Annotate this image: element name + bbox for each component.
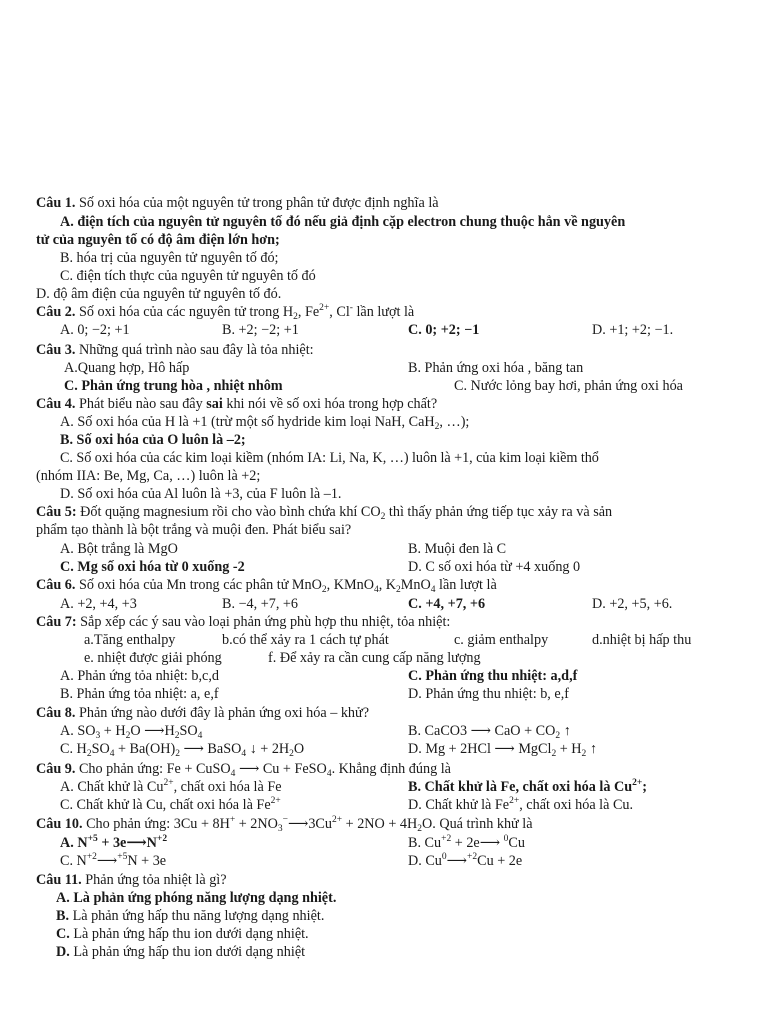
- q7-item-a: a.Tăng enthalpy: [84, 632, 176, 648]
- q2-option-b: B. +2; −2; +1: [222, 322, 299, 338]
- q6-option-a: A. +2, +4, +3: [60, 596, 137, 612]
- q1-option-a: A. điện tích của nguyên tử nguyên tố đó nếu giả định cặp electron chung thuộc hẳn về nguyên: [60, 214, 626, 230]
- question-11: Câu 11. Phản ứng tỏa nhiệt là gì?: [36, 872, 227, 888]
- question-6: Câu 6. Số oxi hóa của Mn trong các phân tử MnO$_2$, KMnO$_4$, $K_2MnO_4$ lần lượt là: [36, 577, 497, 595]
- q7-item-e: e. nhiệt được giải phóng: [84, 650, 222, 666]
- q1-option-c: C. điện tích thực của nguyên tử nguyên tố đó: [60, 268, 316, 284]
- q6-option-c: C. +4, +7, +6: [408, 596, 486, 612]
- q4-option-a: A. Số oxi hóa của H là +1 (trừ một số hydride kim loại NaH, CaH$_2$, …);: [60, 414, 470, 432]
- q9-option-c: C. Chất khử là Cu, chất oxi hóa là $Fe^{2+}$: [60, 796, 281, 813]
- q10-option-a: A. $N^{+5}$ + $3e⟶N^{+2}$: [60, 834, 168, 851]
- q5-option-b: B. Muội đen là C: [408, 541, 507, 557]
- q8-option-b: B. CaCO3 ⟶ CaO + $CO_2$ ↑: [408, 723, 571, 741]
- q7-item-f: f. Để xảy ra cần cung cấp năng lượng: [268, 650, 481, 666]
- q10-option-c: C. $N^{+2}⟶^{+5}N + 3e$: [60, 852, 167, 869]
- question-4: Câu 4. Phát biểu nào sau đây sai khi nói về số oxi hóa trong hợp chất?: [36, 396, 438, 412]
- q1-option-d: D. độ âm điện của nguyên tử nguyên tố đó.: [36, 286, 282, 302]
- q5-option-c: C. Mg số oxi hóa từ 0 xuống -2: [60, 559, 245, 575]
- q8-option-a: A. $SO_3 + H_2O$ $⟶H_2SO_4$: [60, 723, 203, 741]
- q4-option-d: D. Số oxi hóa của Al luôn là +3, của F luôn là –1.: [60, 486, 342, 502]
- q7-option-b: B. Phản ứng tỏa nhiệt: a, e,f: [60, 686, 219, 702]
- question-8: Câu 8. Phản ứng nào dưới đây là phản ứng oxi hóa – khử?: [36, 705, 370, 721]
- q1-option-b: B. hóa trị của nguyên tử nguyên tố đó;: [60, 250, 279, 266]
- q4-option-c-cont: (nhóm IIA: Be, Mg, Ca, …) luôn là +2;: [36, 468, 261, 484]
- q1-option-a-cont: tử của nguyên tố có độ âm điện lớn hơn;: [36, 232, 280, 248]
- q7-option-a: A. Phản ứng tỏa nhiệt: b,c,d: [60, 668, 219, 684]
- question-2: Câu 2. Số oxi hóa của các nguyên tử trong $H_2$, $Fe^{2+}$, Cl- lần lượt là: [36, 303, 415, 322]
- q4-option-b: B. Số oxi hóa của O luôn là –2;: [60, 432, 246, 448]
- question-7: Câu 7: Sắp xếp các ý sau vào loại phản ứng phù hợp thu nhiệt, tỏa nhiệt:: [36, 614, 451, 630]
- q7-item-b: b.có thể xảy ra 1 cách tự phát: [222, 632, 389, 648]
- q11-option-b: B. Là phản ứng hấp thu năng lượng dạng nhiệt.: [56, 908, 325, 924]
- q3-option-c: C. Phản ứng trung hòa , nhiệt nhôm: [64, 378, 283, 394]
- q8-option-c: C. $H_2SO_4 + Ba(OH)_2$ ⟶ BaSO$_4$ ↓ + $2H_2O$: [60, 741, 305, 759]
- question-1: Câu 1. Số oxi hóa của một nguyên tử trong phân tử được định nghĩa là: [36, 195, 439, 211]
- q2-option-a: A. 0; −2; +1: [60, 322, 130, 338]
- q3-option-b: B. Phản ứng oxi hóa , băng tan: [408, 360, 584, 376]
- question-5: Câu 5: Đốt quặng magnesium rồi cho vào bình chứa khí $CO_2$ thì thấy phản ứng tiếp tục xảy ra và sản: [36, 504, 613, 522]
- q7-item-d: d.nhiệt bị hấp thu: [592, 632, 692, 648]
- q2-option-d: D. +1; +2; −1.: [592, 322, 674, 338]
- q9-option-b: B. Chất khử là Fe, chất oxi hóa là $Cu^{2+}$;: [408, 778, 648, 795]
- q4-option-c: C. Số oxi hóa của các kim loại kiềm (nhóm IA: Li, Na, K, …) luôn là +1, của kim loại kiềm thổ: [60, 450, 599, 466]
- q10-option-d: D. $Cu^0⟶^{+2}Cu + 2e$: [408, 852, 523, 869]
- q6-option-b: B. −4, +7, +6: [222, 596, 299, 612]
- question-3: Câu 3. Những quá trình nào sau đây là tỏa nhiệt:: [36, 342, 314, 358]
- q11-option-c: C. Là phản ứng hấp thu ion dưới dạng nhiệt.: [56, 926, 309, 942]
- question-10: Câu 10. Cho phản ứng: $3Cu + 8H^+ + 2NO_3^-⟶3Cu^{2+} + 2NO + 4H_2O$. Quá trình khử là: [36, 815, 533, 834]
- q9-option-a: A. Chất khử là $Cu^{2+}$, chất oxi hóa là Fe: [60, 778, 282, 795]
- q7-option-d: D. Phản ứng thu nhiệt: b, e,f: [408, 686, 569, 702]
- q7-option-c: C. Phản ứng thu nhiệt: a,d,f: [408, 668, 578, 684]
- q2-option-c: C. 0; +2; −1: [408, 322, 480, 338]
- q8-option-d: D. Mg + 2HCl ⟶ MgCl$_2$ + $H_2$ ↑: [408, 741, 597, 759]
- q5-option-a: A. Bột trắng là MgO: [60, 541, 178, 557]
- q11-option-d: D. Là phản ứng hấp thu ion dưới dạng nhiệt: [56, 944, 306, 960]
- q9-option-d: D. Chất khử là $Fe^{2+}$, chất oxi hóa là Cu.: [408, 796, 634, 813]
- question-5-cont: phẩm tạo thành là bột trắng và muội đen. Phát biểu sai?: [36, 522, 352, 538]
- q11-option-a: A. Là phản ứng phóng năng lượng dạng nhiệt.: [56, 890, 337, 906]
- q10-option-b: B. $Cu^{+2}$ + 2e⟶ $^0$Cu: [408, 834, 525, 851]
- q3-option-a: A.Quang hợp, Hô hấp: [64, 360, 190, 376]
- q6-option-d: D. +2, +5, +6.: [592, 596, 673, 612]
- q3-option-d: C. Nước lỏng bay hơi, phản ứng oxi hóa: [454, 378, 683, 394]
- q7-item-c: c. giảm enthalpy: [454, 632, 549, 648]
- question-9: Câu 9. Cho phản ứng: Fe + CuSO$_4$ ⟶ Cu + FeSO$_4$. Khẳng định đúng là: [36, 761, 451, 779]
- q5-option-d: D. C số oxi hóa từ +4 xuống 0: [408, 559, 581, 575]
